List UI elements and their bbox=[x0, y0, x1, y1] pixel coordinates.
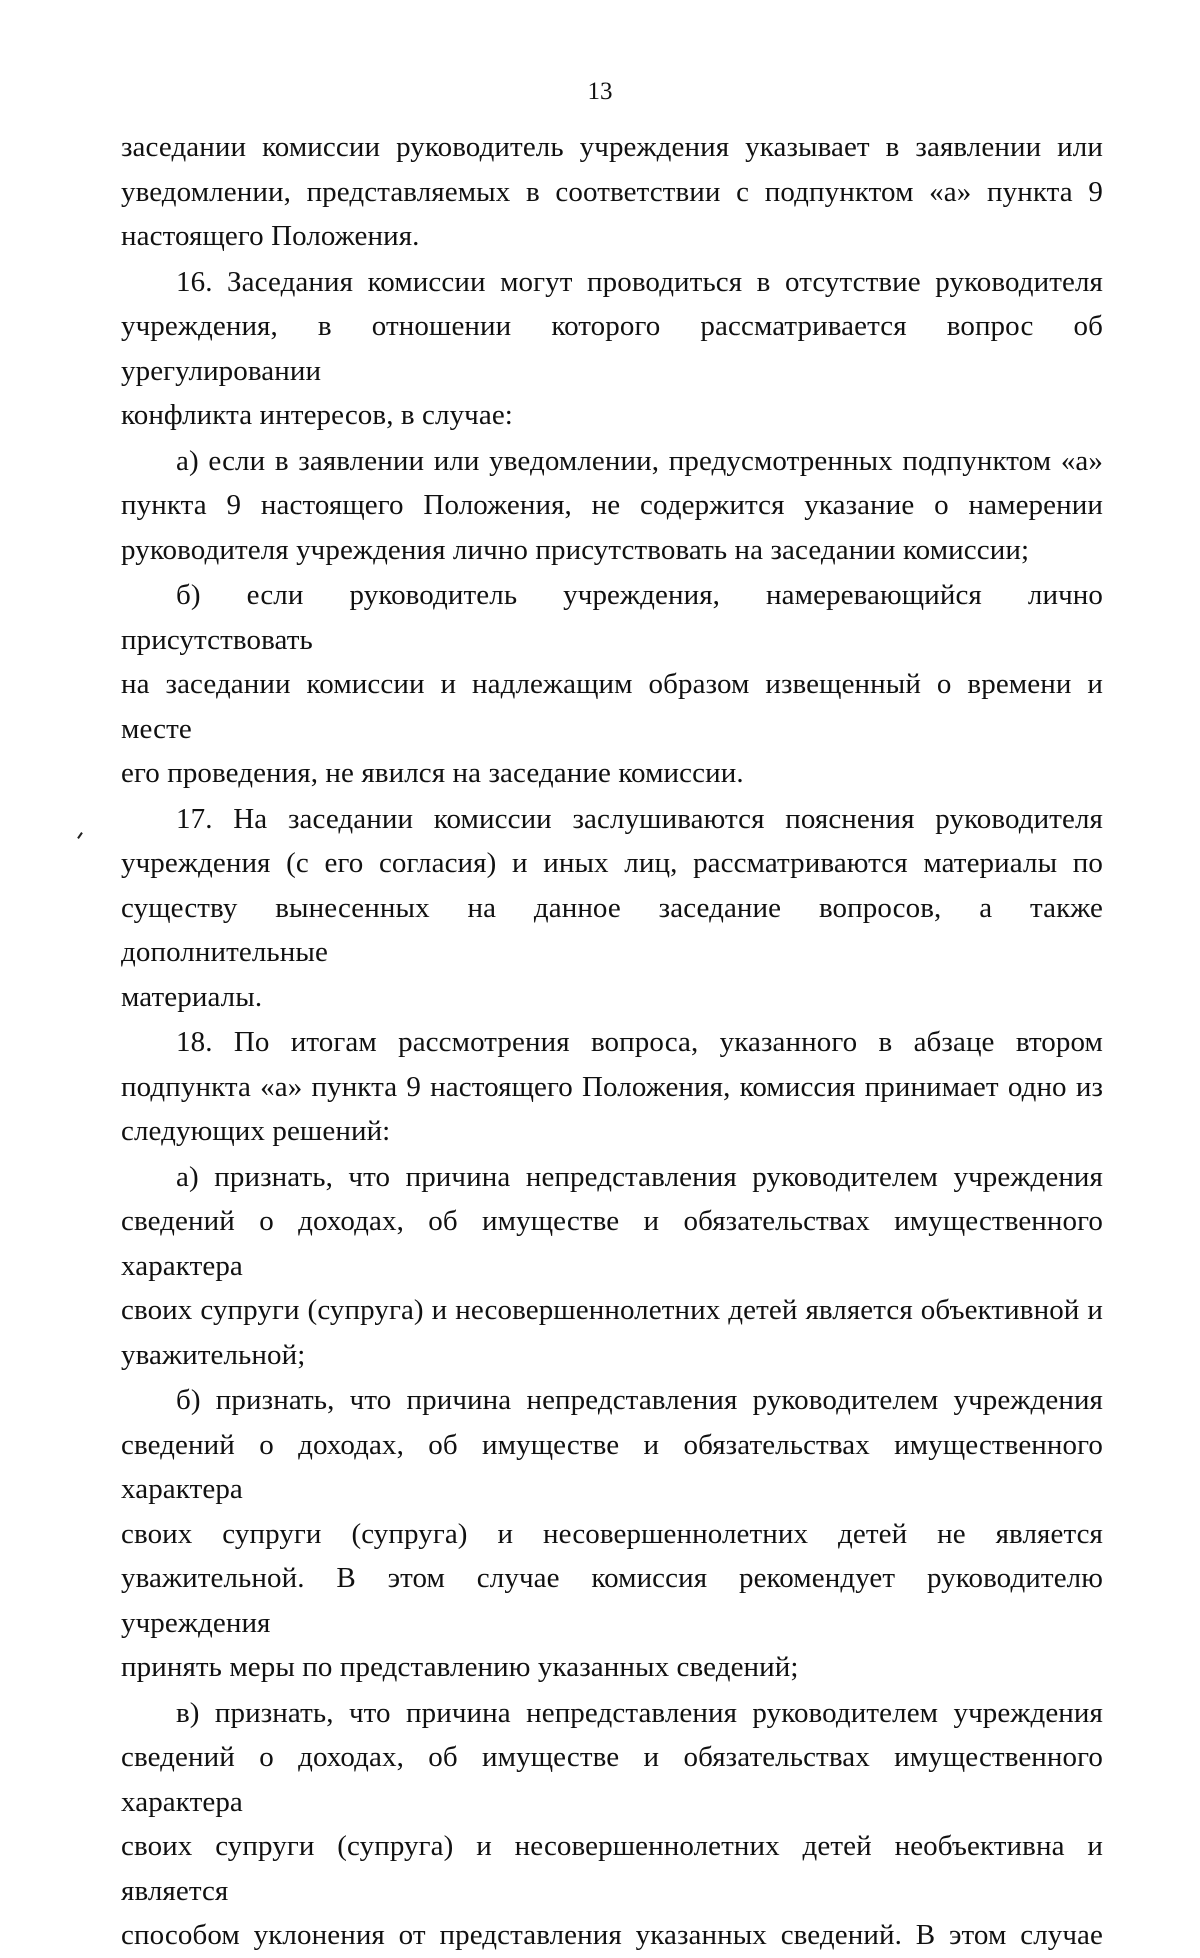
text-line: своих супруги (супруга) и несовершеннолетних детей является объективной и bbox=[121, 1294, 1103, 1326]
text-line: заседании комиссии руководитель учреждения указывает в заявлении или bbox=[121, 131, 1103, 163]
decision-b-line: б) признать, что причина непредставления руководителем учреждения bbox=[176, 1384, 1103, 1416]
text-line: сведений о доходах, об имуществе и обязательствах имущественного характера bbox=[121, 1741, 1103, 1818]
paragraph-18-line: 18. По итогам рассмотрения вопроса, указанного в абзаце втором bbox=[176, 1026, 1103, 1058]
text-line: сведений о доходах, об имуществе и обязательствах имущественного характера bbox=[121, 1205, 1103, 1282]
text-line: существу вынесенных на данное заседание вопросов, а также дополнительные bbox=[121, 891, 1103, 968]
subparagraph-a-line: а) если в заявлении или уведомлении, предусмотренных подпунктом «а» bbox=[176, 444, 1103, 477]
scan-mark bbox=[77, 832, 83, 839]
text-line: настоящего Положения. bbox=[121, 220, 420, 252]
subparagraph-b-line: б) если руководитель учреждения, намеревающийся лично присутствовать bbox=[121, 579, 1103, 656]
text-line: пункта 9 настоящего Положения, не содержится указание о намерении bbox=[121, 489, 1103, 521]
text-line: на заседании комиссии и надлежащим образом извещенный о времени и месте bbox=[121, 668, 1103, 745]
text-line: подпункта «а» пункта 9 настоящего Положения, комиссия принимает одно из bbox=[121, 1070, 1103, 1103]
text-line: уведомлении, представляемых в соответствии с подпунктом «а» пункта 9 bbox=[121, 175, 1103, 208]
text-line: материалы. bbox=[121, 980, 263, 1013]
paragraph-16-line: 16. Заседания комиссии могут проводиться в отсутствие руководителя bbox=[176, 265, 1103, 298]
page-number: 13 bbox=[587, 78, 613, 105]
text-line: следующих решений: bbox=[121, 1115, 391, 1147]
decision-a-line: а) признать, что причина непредставления руководителем учреждения bbox=[176, 1160, 1103, 1193]
text-line: конфликта интересов, в случае: bbox=[121, 399, 513, 431]
document-body bbox=[121, 125, 1103, 1958]
text-line: сведений о доходах, об имуществе и обязательствах имущественного характера bbox=[121, 1428, 1103, 1505]
text-line: способом уклонения от представления указанных сведений. В этом случае bbox=[121, 1919, 1103, 1951]
paragraph-17-line: 17. На заседании комиссии заслушиваются пояснения руководителя bbox=[176, 802, 1103, 835]
text-line: своих супруги (супруга) и несовершеннолетних детей не является bbox=[121, 1517, 1103, 1550]
text-line: учреждения (с его согласия) и иных лиц, рассматриваются материалы по bbox=[121, 847, 1103, 879]
decision-v-line: в) признать, что причина непредставления руководителем учреждения bbox=[176, 1696, 1103, 1729]
text-line: его проведения, не явился на заседание комиссии. bbox=[121, 757, 744, 789]
text-line: учреждения, в отношении которого рассматривается вопрос об урегулировании bbox=[121, 310, 1103, 387]
text-line: своих супруги (супруга) и несовершеннолетних детей необъективна и является bbox=[121, 1830, 1103, 1907]
text-line: принять меры по представлению указанных сведений; bbox=[121, 1651, 799, 1683]
text-line: руководителя учреждения лично присутствовать на заседании комиссии; bbox=[121, 533, 1030, 566]
text-line: уважительной. В этом случае комиссия рекомендует руководителю учреждения bbox=[121, 1562, 1103, 1639]
text-line: уважительной; bbox=[121, 1338, 306, 1371]
